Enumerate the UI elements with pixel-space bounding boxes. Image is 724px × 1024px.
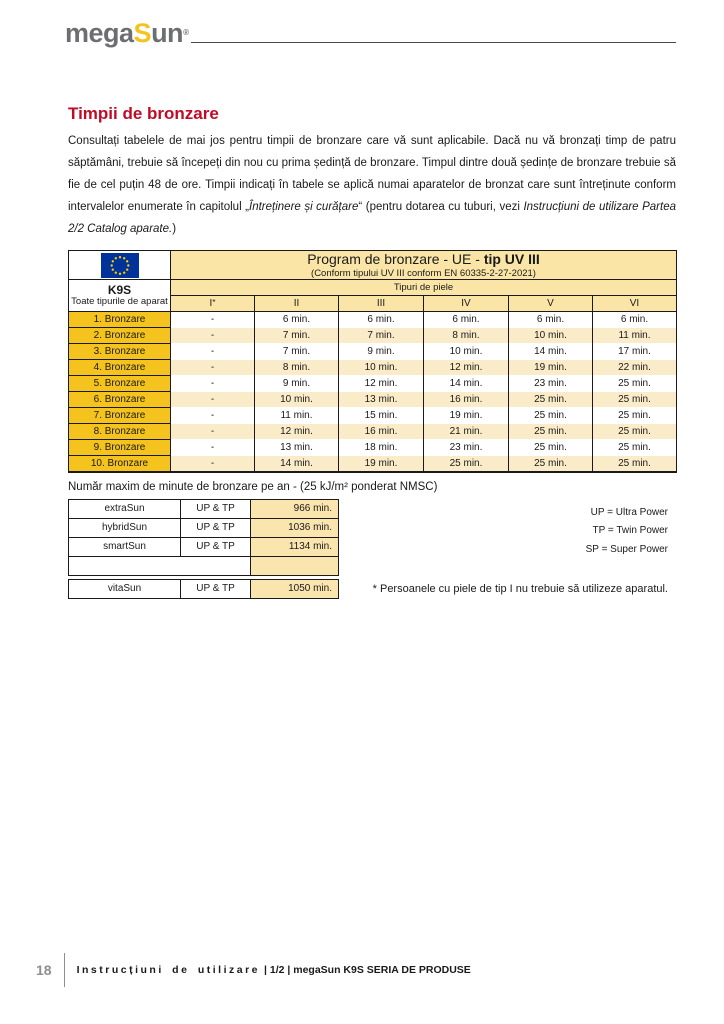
- table-row: [69, 408, 677, 424]
- intro-text-1: Consultați tabelele de mai jos pentru timpii de bronzare care vă sunt aplicabile. Dacă nu vă bronzați timp de patru săptămâni, trebuie să începeți din nou cu prima ședință de bronzare. Timpul dintre două ședințe de bronzare trebuie să fie de cel puțin 48 de ore. Timpii indicați în tabele se aplică numai aparatelor de bronzat care sunt întreținute conform intervalelor enumerate în capitolul „: [68, 135, 676, 213]
- session-label: 2. Bronzare: [69, 328, 171, 344]
- session-label: 8. Bronzare: [69, 424, 171, 440]
- session-time-cell: -: [171, 328, 255, 344]
- annual-section: [68, 499, 676, 624]
- session-time-cell: 25 min.: [593, 408, 677, 424]
- annual-model-name: vitaSun: [69, 579, 181, 598]
- session-time-cell: 12 min.: [255, 424, 339, 440]
- table-title: [171, 251, 676, 267]
- session-time-cell: 6 min.: [339, 312, 424, 328]
- annual-model-name: smartSun: [69, 537, 181, 556]
- annual-power-mode: UP & TP: [181, 499, 251, 518]
- annual-minutes-value: 1036 min.: [251, 518, 339, 537]
- session-time-cell: 25 min.: [509, 408, 593, 424]
- logo-text-gray2: un: [151, 18, 184, 48]
- session-time-cell: 19 min.: [509, 360, 593, 376]
- annual-minutes-table: [68, 499, 339, 576]
- page-content: [68, 104, 676, 624]
- skin-type-1-footnote: * Persoanele cu piele de tip I nu trebuie să utilizeze aparatul.: [372, 582, 668, 595]
- annual-minutes-value: [251, 556, 339, 575]
- annual-minutes-value: 966 min.: [251, 499, 339, 518]
- intro-italic-manual: Instrucțiuni de utilizare Partea 2/2 Catalog aparate.: [68, 201, 677, 235]
- intro-italic-chapter: Întreținere și curățare: [249, 201, 359, 213]
- session-time-cell: -: [171, 392, 255, 408]
- session-time-cell: 13 min.: [255, 440, 339, 456]
- session-time-cell: 14 min.: [255, 456, 339, 472]
- session-time-cell: 6 min.: [593, 312, 677, 328]
- session-time-cell: 16 min.: [424, 392, 509, 408]
- session-time-cell: 21 min.: [424, 424, 509, 440]
- table-row: [69, 440, 677, 456]
- table-row: [69, 424, 677, 440]
- annual-table-row: [69, 579, 339, 598]
- session-time-cell: 14 min.: [509, 344, 593, 360]
- annual-table-row: [69, 556, 339, 575]
- page-header: [65, 20, 676, 46]
- skin-types-label: Tipuri de piele: [171, 280, 677, 296]
- session-time-cell: 10 min.: [509, 328, 593, 344]
- session-time-cell: 9 min.: [255, 376, 339, 392]
- annual-minutes-value: 1050 min.: [251, 579, 339, 598]
- table-row: [69, 392, 677, 408]
- session-time-cell: 17 min.: [593, 344, 677, 360]
- session-label: 5. Bronzare: [69, 376, 171, 392]
- session-time-cell: 19 min.: [424, 408, 509, 424]
- annual-heading: Număr maxim de minute de bronzare pe an - (25 kJ/m² ponderat NMSC): [68, 480, 438, 493]
- tanning-program-table: [68, 250, 677, 473]
- session-time-cell: -: [171, 376, 255, 392]
- table-title-cell: [171, 251, 677, 280]
- footnote-asterisk: *: [212, 298, 216, 307]
- annual-power-mode: UP & TP: [181, 518, 251, 537]
- session-time-cell: -: [171, 408, 255, 424]
- session-time-cell: 7 min.: [339, 328, 424, 344]
- device-model: K9S: [107, 282, 132, 297]
- session-time-cell: 25 min.: [593, 392, 677, 408]
- device-scope: Toate tipurile de aparat: [71, 295, 168, 307]
- table-row: [69, 312, 677, 328]
- table-title-row: [69, 251, 677, 280]
- session-label: 3. Bronzare: [69, 344, 171, 360]
- skin-types-header-row: [69, 280, 677, 296]
- footer-doc-title: Instrucțiuni de utilizare: [76, 964, 261, 976]
- skin-type-column-header: II: [255, 296, 339, 312]
- session-time-cell: 16 min.: [339, 424, 424, 440]
- intro-text-2: “ (pentru dotarea cu tuburi, vezi: [358, 201, 524, 213]
- session-time-cell: 12 min.: [424, 360, 509, 376]
- table-row: [69, 456, 677, 472]
- session-time-cell: 13 min.: [339, 392, 424, 408]
- session-time-cell: 25 min.: [593, 456, 677, 472]
- megasun-logo: [65, 20, 188, 46]
- session-time-cell: 14 min.: [424, 376, 509, 392]
- skin-type-column-header: V: [509, 296, 593, 312]
- intro-text-3: ): [172, 223, 177, 235]
- table-row: [69, 376, 677, 392]
- session-time-cell: 25 min.: [509, 440, 593, 456]
- eu-flag-cell: [69, 251, 171, 280]
- annual-power-mode: UP & TP: [181, 579, 251, 598]
- session-time-cell: 8 min.: [255, 360, 339, 376]
- session-time-cell: 7 min.: [255, 328, 339, 344]
- session-time-cell: 23 min.: [424, 440, 509, 456]
- annual-model-name: hybridSun: [69, 518, 181, 537]
- power-legend-line: UP = Ultra Power: [590, 506, 668, 518]
- session-time-cell: 6 min.: [424, 312, 509, 328]
- session-time-cell: 7 min.: [255, 344, 339, 360]
- power-legend-line: TP = Twin Power: [592, 525, 668, 536]
- table-title-text: Program de bronzare - UE -: [307, 251, 484, 267]
- session-label: 7. Bronzare: [69, 408, 171, 424]
- skin-type-column-header: VI: [593, 296, 677, 312]
- annual-minutes-table-vitasun: [68, 579, 339, 599]
- table-subtitle: (Conform tipului UV III conform EN 60335-2-27-2021): [311, 268, 536, 279]
- annual-table-body-2: [69, 579, 339, 598]
- annual-model-name: extraSun: [69, 499, 181, 518]
- session-time-cell: 9 min.: [339, 344, 424, 360]
- device-model-cell: [69, 280, 171, 312]
- session-time-cell: 25 min.: [593, 376, 677, 392]
- session-time-cell: 12 min.: [339, 376, 424, 392]
- session-time-cell: 25 min.: [424, 456, 509, 472]
- session-time-cell: 23 min.: [509, 376, 593, 392]
- session-time-cell: 19 min.: [339, 456, 424, 472]
- session-time-cell: 25 min.: [509, 392, 593, 408]
- table-title-bold: tip UV III: [483, 251, 540, 267]
- session-time-cell: 22 min.: [593, 360, 677, 376]
- annual-empty-cell: [69, 556, 251, 575]
- power-legend: [586, 504, 668, 560]
- session-time-cell: 15 min.: [339, 408, 424, 424]
- eu-flag-icon: [101, 253, 139, 278]
- page-number: 18: [36, 962, 52, 978]
- annual-table-row: [69, 518, 339, 537]
- registered-trademark-icon: ®: [183, 28, 189, 37]
- session-time-cell: -: [171, 424, 255, 440]
- footer-text: [77, 964, 471, 976]
- session-time-cell: -: [171, 360, 255, 376]
- main-table-body: [69, 312, 677, 472]
- table-row: [69, 360, 677, 376]
- page-footer: [36, 953, 471, 987]
- table-row: [69, 344, 677, 360]
- session-label: 4. Bronzare: [69, 360, 171, 376]
- annual-minutes-value: 1134 min.: [251, 537, 339, 556]
- annual-table-body: [69, 499, 339, 575]
- intro-paragraph: [68, 130, 676, 240]
- session-label: 6. Bronzare: [69, 392, 171, 408]
- session-label: 1. Bronzare: [69, 312, 171, 328]
- session-time-cell: 18 min.: [339, 440, 424, 456]
- session-time-cell: 11 min.: [593, 328, 677, 344]
- session-time-cell: -: [171, 344, 255, 360]
- annual-table-row: [69, 499, 339, 518]
- logo-text-gray1: mega: [65, 18, 134, 48]
- session-time-cell: 10 min.: [255, 392, 339, 408]
- power-legend-line: SP = Super Power: [585, 543, 668, 555]
- footer-series: | 1/2 | megaSun K9S SERIA DE PRODUSE: [264, 964, 471, 976]
- session-label: 10. Bronzare: [69, 456, 171, 472]
- session-time-cell: 25 min.: [593, 424, 677, 440]
- session-time-cell: 25 min.: [593, 440, 677, 456]
- logo-accent-s: S: [133, 18, 152, 48]
- annual-power-mode: UP & TP: [181, 537, 251, 556]
- session-time-cell: 6 min.: [509, 312, 593, 328]
- session-time-cell: 25 min.: [509, 424, 593, 440]
- table-row: [69, 328, 677, 344]
- session-time-cell: 11 min.: [255, 408, 339, 424]
- session-time-cell: 8 min.: [424, 328, 509, 344]
- header-rule: [191, 42, 676, 43]
- session-time-cell: 25 min.: [509, 456, 593, 472]
- annual-table-row: [69, 537, 339, 556]
- session-time-cell: 10 min.: [339, 360, 424, 376]
- session-time-cell: 6 min.: [255, 312, 339, 328]
- section-title: Timpii de bronzare: [68, 104, 219, 123]
- session-time-cell: -: [171, 312, 255, 328]
- footer-divider: [64, 953, 65, 987]
- skin-type-column-header: I*: [171, 296, 255, 312]
- skin-type-column-header: IV: [424, 296, 509, 312]
- session-time-cell: 10 min.: [424, 344, 509, 360]
- session-time-cell: -: [171, 440, 255, 456]
- skin-type-column-header: III: [339, 296, 424, 312]
- session-time-cell: -: [171, 456, 255, 472]
- session-label: 9. Bronzare: [69, 440, 171, 456]
